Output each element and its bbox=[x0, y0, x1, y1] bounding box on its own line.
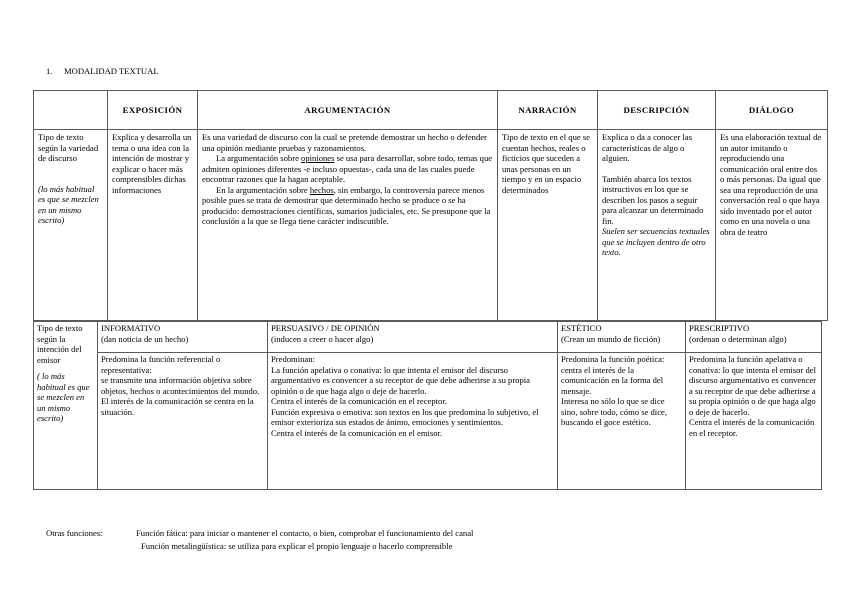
other-functions bbox=[46, 528, 474, 551]
prescriptivo-sub: (ordenan o determinan algo) bbox=[689, 333, 787, 344]
argumentacion-p2-underline: opiniones bbox=[301, 153, 335, 163]
prescriptivo-cell bbox=[686, 353, 822, 490]
other-functions-line1: Función fática: para iniciar o mantener el contacto, o bien, comprobar el funcionamiento del canal bbox=[136, 528, 474, 538]
descripcion-note: Suelen ser secuencias textuales que se incluyen dentro de otro texto. bbox=[602, 226, 710, 257]
prescriptivo-line: Predomina la función apelativa o conativa: lo que intenta el emisor del discurso argumentativo es convencer a su receptor de que debe adherirse a su propia opinión o de que haga algo o deje de hacerlo. bbox=[689, 354, 817, 417]
exposicion-text: Explica y desarrolla un tema o una idea con la intención de mostrar y explicar o hacer más comprensibles dichas informaciones bbox=[112, 132, 192, 195]
row-note: ( lo más habitual es que se mezclen en un mismo escrito) bbox=[37, 371, 90, 423]
persuasivo-line: Centra el interés de la comunicación en el receptor. bbox=[271, 396, 447, 406]
informativo-sub: (dan noticia de un hecho) bbox=[101, 333, 189, 344]
persuasivo-line: La función apelativa o conativa: lo que intenta el emisor del discurso argumentativo es convencer a su receptor de que debe adherirse a su propia opinión o de que haga algo o deje de hacerlo. bbox=[271, 364, 530, 396]
intention-type-table bbox=[33, 321, 822, 490]
argumentacion-p2 bbox=[202, 153, 493, 185]
persuasivo-cell bbox=[268, 353, 558, 490]
prescriptivo-line: Centra el interés de la comunicación en el receptor. bbox=[689, 417, 815, 438]
informativo-title: INFORMATIVO bbox=[101, 323, 161, 333]
discourse-type-table bbox=[33, 90, 828, 321]
row-label-cell bbox=[34, 322, 98, 490]
informativo-line: El interés de la comunicación se centra en la situación. bbox=[101, 396, 254, 417]
estetico-sub: (Crean un mundo de ficción) bbox=[561, 333, 661, 344]
estetico-title: ESTÉTICO bbox=[561, 323, 602, 333]
section-number: 1. bbox=[46, 66, 53, 76]
argumentacion-p2-end: se usa para desarrollar, sobre todo, temas que admiten opiniones diferentes -e incluso opuestas-, cada una de las cuales puede encontrar razones que la hagan aceptable. bbox=[202, 153, 493, 184]
other-functions-line2: Función metalingüística: se utiliza para explicar el propio lenguaje o hacerlo comprensible bbox=[141, 541, 453, 551]
table-header-row bbox=[34, 91, 828, 130]
persuasivo-line: Predominan: bbox=[271, 354, 315, 364]
header-exposicion: EXPOSICIÓN bbox=[108, 91, 198, 130]
section-title: MODALIDAD TEXTUAL bbox=[64, 66, 159, 76]
header-persuasivo bbox=[268, 322, 558, 353]
row-label: Tipo de texto según la variedad de discurso bbox=[38, 132, 99, 163]
header-estetico bbox=[558, 322, 686, 353]
dialogo-cell bbox=[716, 130, 828, 321]
header-empty-cell bbox=[34, 91, 108, 130]
section-heading bbox=[46, 66, 159, 77]
table-header-row bbox=[34, 322, 822, 353]
informativo-line: Predomina la función referencial o representativa: bbox=[101, 354, 221, 375]
argumentacion-p3 bbox=[202, 185, 493, 227]
row-label-cell bbox=[34, 130, 108, 321]
argumentacion-cell bbox=[198, 130, 498, 321]
persuasivo-line: Centra el interés de la comunicación en el emisor. bbox=[271, 427, 443, 438]
prescriptivo-title: PRESCRIPTIVO bbox=[689, 323, 750, 333]
argumentacion-p3-underline: hechos bbox=[309, 184, 334, 195]
dialogo-text: Es una elaboración textual de un autor imitando o reproduciendo una comunicación oral entre dos o más personas. Da igual que sea una reproducción de una conversación real o que haya sido inventado por el autor como en una novela o una obra de teatro bbox=[720, 132, 822, 237]
argumentacion-p3-start: En la argumentación sobre bbox=[216, 184, 310, 195]
row-note: (lo más habitual es que se mezclen en un mismo escrito) bbox=[38, 183, 99, 225]
table-row bbox=[34, 130, 828, 321]
header-prescriptivo bbox=[686, 322, 822, 353]
header-informativo bbox=[98, 322, 268, 353]
persuasivo-line: Función expresiva o emotiva: son textos en los que predomina lo subjetivo, el emisor exterioriza sus estados de ánimo, emociones y sentimientos. bbox=[271, 406, 539, 427]
header-argumentacion: ARGUMENTACIÓN bbox=[198, 91, 498, 130]
descripcion-p1: Explica o da a conocer las características de algo o alguien. bbox=[602, 132, 692, 163]
table-row bbox=[34, 353, 822, 490]
descripcion-p2: También abarca los textos instructivos en los que se describen los pasos a seguir para alcanzar un determinado fin. bbox=[602, 173, 704, 226]
estetico-line: Predomina la función poética: centra el interés de la comunicación en la forma del mensaje. bbox=[561, 354, 665, 396]
estetico-cell bbox=[558, 353, 686, 490]
argumentacion-p1: Es una variedad de discurso con la cual se pretende demostrar un hecho o defender una opinión mediante pruebas y razonamientos. bbox=[202, 132, 487, 153]
narracion-text: Tipo de texto en el que se cuentan hechos, reales o ficticios que suceden a unas personas en un tiempo y en un espacio determinados bbox=[502, 132, 590, 195]
argumentacion-p3-end: , sin embargo, la controversia parece menos posible pues se trata de demostrar que determinado hecho se produce o se ha producido: demostraciones científicas, sumarios judiciales, etc. Se presupone que la conclusión a la que se llega tiene carácter indiscutible. bbox=[202, 184, 491, 226]
persuasivo-title: PERSUASIVO / DE OPINIÓN bbox=[271, 323, 380, 333]
narracion-cell bbox=[498, 130, 598, 321]
exposicion-cell bbox=[108, 130, 198, 321]
other-functions-label: Otras funciones: bbox=[46, 528, 103, 538]
header-narracion: NARRACIÓN bbox=[498, 91, 598, 130]
persuasivo-sub: (inducen a creer o hacer algo) bbox=[271, 333, 374, 344]
informativo-line: se transmite una información objetiva sobre objetos, hechos o acontecimientos del mundo. bbox=[101, 375, 260, 396]
estetico-line: Interesa no sólo lo que se dice sino, sobre todo, cómo se dice, buscando el goce estético. bbox=[561, 396, 667, 427]
informativo-cell bbox=[98, 353, 268, 490]
header-descripcion: DESCRIPCIÓN bbox=[598, 91, 716, 130]
descripcion-cell bbox=[598, 130, 716, 321]
argumentacion-p2-start: La argumentación sobre bbox=[216, 153, 302, 163]
row-label: Tipo de texto según la intención del emisor bbox=[37, 323, 83, 365]
header-dialogo: DIÁLOGO bbox=[716, 91, 828, 130]
